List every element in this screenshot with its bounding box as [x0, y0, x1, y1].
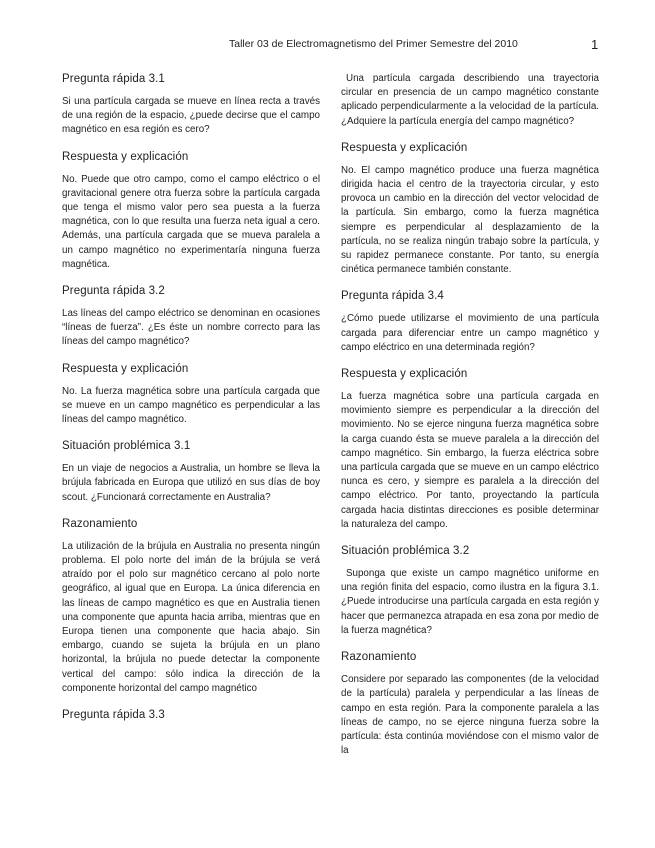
section-heading: Respuesta y explicación — [341, 368, 468, 381]
section-heading: Respuesta y explicación — [62, 150, 189, 163]
section-heading: Situación problémica 3.2 — [341, 545, 470, 558]
section-paragraph: ¿Cómo puede utilizarse el movimiento de una partícula cargada para diferenciar entre un campo magnético y campo eléctrico en una determinada región? — [341, 313, 599, 353]
section-paragraph: La fuerza magnética sobre una partícula cargada en movimiento siempre es perpendicular a la dirección del movimiento. No se ejerce ninguna fuerza magnética sobre la carga cuando ésta se mueve paralela a la dirección del campo magnético. Sin embargo, la fuerza eléctrica sobre una partícula cargada que se mueve en un campo eléctrico nunca es cero, y siempre es paralela a la dirección del campo eléctrico. Por tanto, proyectando la partícula cargada hacia distintas direcciones es posible determinar la naturaleza del campo. — [341, 391, 599, 530]
section-paragraph: Si una partícula cargada se mueve en línea recta a través de una región de la espacio, ¿puede decirse que el campo magnético en esa región es cero? — [62, 96, 320, 136]
section-paragraph: Considere por separado las componentes (de la velocidad de la partícula) paralela y perpendicular a las líneas de campo en esta región. Para la componente paralela a las líneas de campo, no se ejerce ninguna fuerza sobre la partícula: ésta continúa moviéndose con el mismo valor de la — [341, 674, 599, 757]
section-paragraph: No. La fuerza magnética sobre una partícula cargada que se mueve en un campo magnético es perpendicular a las líneas del campo magnético. — [62, 385, 320, 426]
right-column — [341, 72, 599, 758]
left-column — [62, 72, 320, 731]
section-heading: Razonamiento — [341, 651, 417, 664]
section-heading: Pregunta rápida 3.4 — [341, 290, 444, 303]
section-heading: Pregunta rápida 3.1 — [62, 73, 165, 85]
section-heading: Razonamiento — [62, 517, 138, 530]
section-paragraph: No. El campo magnético produce una fuerza magnética dirigida hacia el centro de la trayectoria circular, y esto provoca un cambio en la dirección del vector velocidad de la partícula. Sin embargo, como la fuerza magnética siempre es perpendicular al desplazamiento de la partícula, no se realiza ningún trabajo sobre la partícula, y su rapidez permanece constante. Por tanto, su energía cinética permanece también constante. — [341, 164, 599, 276]
section-paragraph: La utilización de la brújula en Australia no presenta ningún problema. El polo norte del imán de la brújula se verá atraído por el polo sur magnético cercano al polo norte geográfico, al igual que en Europa. La única diferencia en las líneas de campo magnético es que en Australia tienen una componente que apunta hacia arriba, mientras que en Europa tienen una componente que hacia abajo. Sin embargo, cuando se sujeta la brújula en un plano horizontal, la brújula no puede detectar la componente vertical del campo: sólo indica la dirección de la componente horizontal del campo magnético — [62, 540, 320, 694]
section-paragraph: No. Puede que otro campo, como el campo eléctrico o el gravitacional genere otra fuerza sobre la partícula cargada que tenga el mismo valor pero sea puesta a la fuerza magnética, con lo que resulta una fuerza neta igual a cero. Además, una partícula cargada que se mueva paralela a un campo magnético no experimentaría ninguna fuerza magnética. — [62, 173, 320, 270]
section-heading: Respuesta y explicación — [62, 362, 189, 375]
section-heading: Respuesta y explicación — [341, 141, 468, 154]
section-paragraph: Una partícula cargada describiendo una trayectoria circular en presencia de un campo magnético constante aplicado perpendicularmente a la velocidad de la partícula. ¿Adquiere la partícula energía del campo magnético? — [341, 73, 599, 127]
page-number: 1 — [591, 37, 599, 52]
section-paragraph: Suponga que existe un campo magnético uniforme en una región finita del espacio, como ilustra en la figura 3.1. ¿Puede introducirse una partícula cargada en esta región y hacer que permanezca atrapada en esa zona por medio de la fuerza magnética? — [341, 568, 599, 636]
section-paragraph: En un viaje de negocios a Australia, un hombre se lleva la brújula fabricada en Europa que utilizó en sus días de boy scout. ¿Funcionará correctamente en Australia? — [62, 463, 320, 503]
section-heading: Pregunta rápida 3.3 — [62, 709, 165, 722]
section-paragraph: Las líneas del campo eléctrico se denominan en ocasiones “líneas de fuerza”. ¿Es éste un nombre correcto para las líneas del campo magnético? — [62, 308, 320, 348]
section-heading: Pregunta rápida 3.2 — [62, 285, 165, 298]
section-heading: Situación problémica 3.1 — [62, 440, 191, 453]
header-title: Taller 03 de Electromagnetismo del Primer Semestre del 2010 — [229, 38, 518, 50]
